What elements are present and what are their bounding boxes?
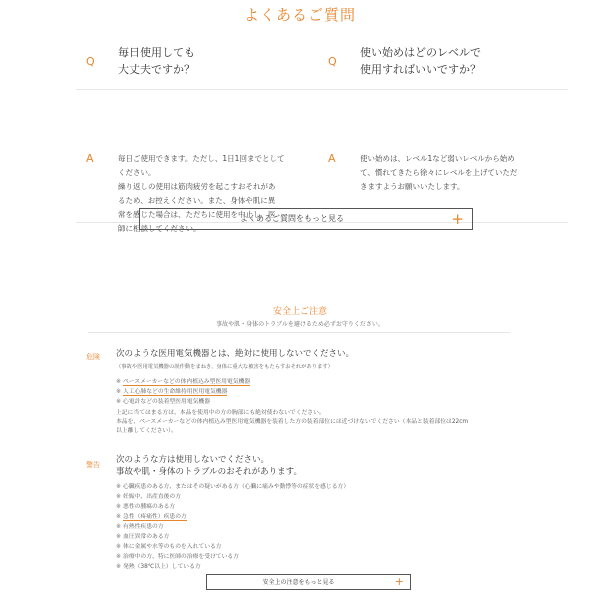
list-item [116, 377, 250, 387]
faq-answer-line: ください。 [118, 168, 156, 177]
safety-more-label: 安全上の注意をもっと見る [262, 579, 335, 586]
divider [88, 332, 510, 333]
list-item [116, 512, 349, 522]
faq-answer-line: 使い始めは、レベル1など弱いレベルから始め [360, 154, 515, 163]
faq-answer-line: 毎日ご使用できます。ただし、1日1回までとして [118, 154, 285, 163]
list-item [116, 522, 349, 532]
safety-subtitle: 事故や肌・身体のトラブルを避けるため必ずお守りください。 [216, 321, 384, 328]
bullet-marker: ※ [116, 513, 122, 520]
warning-heading-line: 次のような方は使用しないでください。 [116, 455, 270, 465]
list-item [116, 552, 349, 562]
list-item-text: ペースメーカーなどの体内植込み型医用電気機器 [123, 379, 251, 385]
answer-marker: A [86, 152, 94, 165]
warning-label: 警告 [86, 461, 100, 469]
danger-note-line: 上記に当てはまる方は、本品を使用中の方の胸部にも絶対使わないでください。 [116, 410, 325, 416]
list-item-text: 急性（疼痛性）疾患の方 [123, 514, 187, 520]
bullet-marker: ※ [116, 553, 122, 560]
warning-heading-line: 事故や肌・身体のトラブルのおそれがあります。 [116, 467, 302, 477]
faq-answer-row [76, 90, 326, 233]
answer-marker: A [328, 152, 336, 165]
faq-title: よくあるご質問 [243, 6, 356, 24]
faq-question-line: 使い始めはどのレベルで [360, 46, 481, 59]
list-item-text: 治療中の方、特に医師の治療を受けている方 [123, 554, 239, 560]
faq-answer-line: 師に相談してください。 [118, 224, 201, 233]
bullet-marker: ※ [116, 388, 122, 395]
faq-question [118, 44, 195, 78]
faq-answer-row [318, 90, 568, 223]
list-item-text: 体に金属や水等のものを入れている方 [123, 544, 222, 550]
list-item-text: 人工心肺などの生命維持用医用電気機器 [123, 389, 228, 395]
faq-question-line: 大丈夫ですか？ [118, 63, 195, 76]
faq-answer-line: きますようお願いいたします。 [360, 182, 465, 191]
danger-label: 危険 [86, 353, 100, 361]
question-marker: Q [86, 55, 95, 68]
bullet-marker: ※ [116, 563, 122, 570]
plus-icon: + [394, 575, 404, 588]
list-item-text: 妊娠中、出産直後の方 [123, 494, 182, 500]
faq-more-button[interactable] [139, 208, 473, 230]
bullet-marker: ※ [116, 533, 122, 540]
faq-answer [360, 152, 558, 194]
danger-note-line: 以上離してください）。 [116, 428, 177, 434]
list-item [116, 502, 349, 512]
list-item [116, 532, 349, 542]
list-item-text: 悪性の腫瘍のある方 [123, 504, 176, 510]
question-marker: Q [328, 55, 337, 68]
faq-question [360, 44, 481, 78]
safety-more-button[interactable] [206, 574, 411, 590]
faq-more-label: よくあるご質問をもっと見る [240, 214, 344, 223]
faq-answer-line: るため、お控えください。また、身体や肌に異 [118, 196, 276, 205]
bullet-marker: ※ [116, 398, 122, 405]
bullet-marker: ※ [116, 503, 122, 510]
faq-answer-line: て、慣れてきたら徐々にレベルを上げていただ [360, 168, 518, 177]
plus-icon: + [451, 210, 464, 228]
bullet-marker: ※ [116, 378, 122, 385]
list-item [116, 562, 349, 572]
list-item [116, 492, 349, 502]
list-item-text: 心臓疾患のある方、またはその疑いがある方（心臓に痛みや動悸等の症状を感じる方） [123, 484, 350, 490]
bullet-marker: ※ [116, 523, 122, 530]
list-item [116, 397, 210, 407]
bullet-marker: ※ [116, 483, 122, 490]
bullet-marker: ※ [116, 493, 122, 500]
warning-heading [116, 454, 302, 478]
faq-item-1 [76, 34, 326, 233]
list-item-text: 血圧異常のある方 [123, 534, 170, 540]
faq-item-2 [318, 34, 568, 223]
bullet-marker: ※ [116, 543, 122, 550]
faq-answer-line: 常を感じた場合は、ただちに使用を中止し、医 [118, 210, 276, 219]
danger-note [116, 409, 516, 436]
list-item [116, 482, 349, 492]
list-item [116, 387, 227, 397]
faq-question-line: 毎日使用しても [118, 46, 195, 59]
list-item-text: 有熱性疾患の方 [123, 524, 164, 530]
faq-question-row [76, 34, 326, 90]
safety-title: 安全上ご注意 [272, 307, 327, 317]
faq-question-line: 使用すればいいですか？ [360, 63, 481, 76]
danger-heading: 次のような医用電気機器とは、絶対に使用しないでください。 [116, 349, 355, 359]
warning-list [116, 482, 349, 572]
list-item-text: 発熱（38℃以上）している方 [123, 564, 201, 570]
faq-question-row [318, 34, 568, 90]
danger-note-line: 本品を、ペースメーカーなどの体内植込み型医用電気機器を装着した方の装着部位には近づけないでください（本品と装着部位は22cm [116, 419, 469, 425]
list-item-text: 心電計などの装着型医用電気機器 [123, 399, 210, 405]
list-item [116, 542, 349, 552]
danger-subheading: （事故や医用電気機器の誤作動をまねき、身体に重大な被害をもたらすおそれがあります） [116, 364, 333, 370]
faq-answer-line: 繰り返しの使用は筋肉疲労を起こすおそれがあ [118, 182, 276, 191]
